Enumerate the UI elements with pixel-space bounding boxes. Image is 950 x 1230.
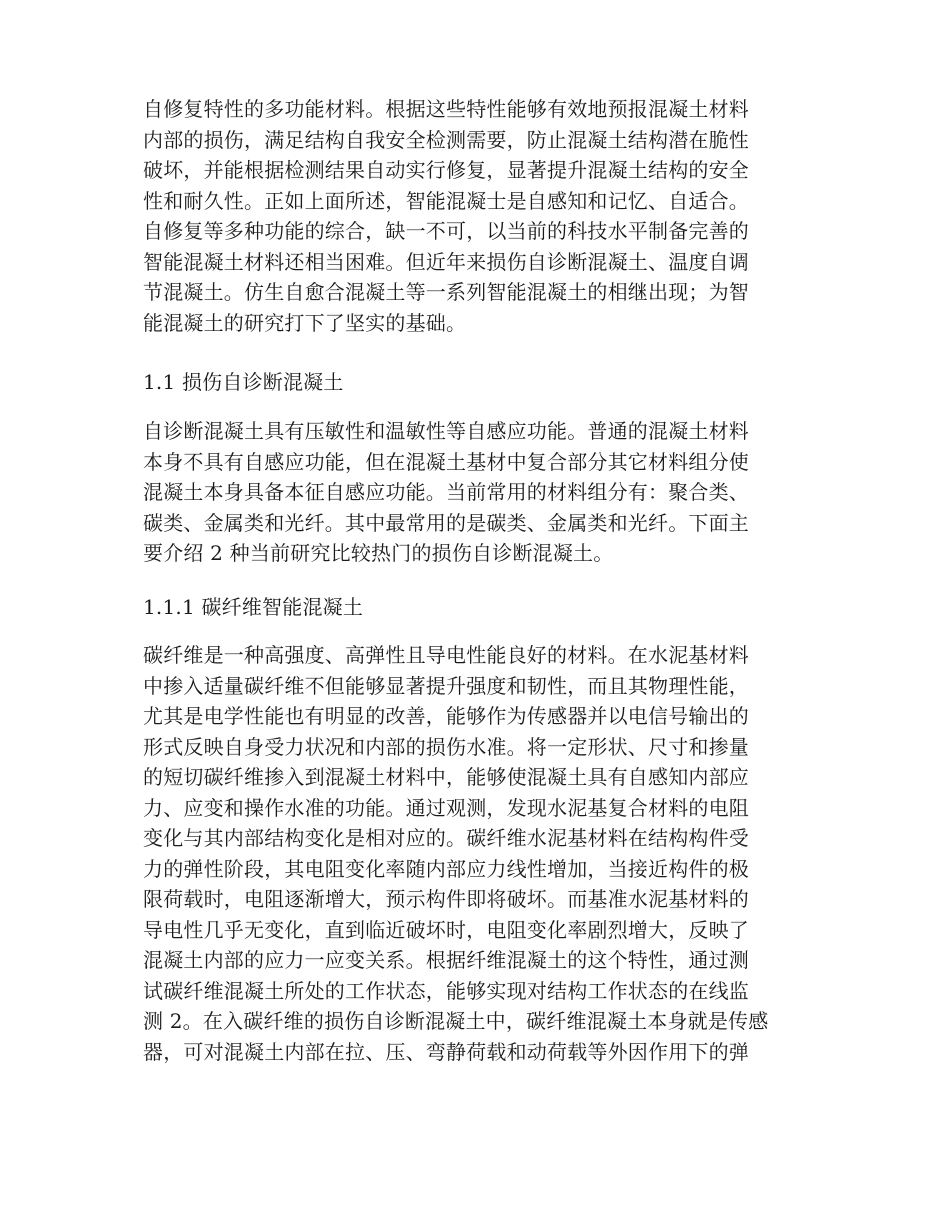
text-line: 器，可对混凝土内部在拉、压、弯静荷载和动荷载等外因作用下的弹 xyxy=(143,1039,749,1064)
text-line: 能混凝土的研究打下了坚实的基础。 xyxy=(143,310,467,335)
text-line: 自诊断混凝土具有压敏性和温敏性等自感应功能。普通的混凝土材料 xyxy=(143,419,749,443)
text-line: 要介绍 2 种当前研究比较热门的损伤自诊断混凝土。 xyxy=(143,541,614,565)
section-heading-1-1 xyxy=(143,367,813,398)
text-line: 本身不具有自感应功能，但在混凝土基材中复合部分其它材料组分使 xyxy=(143,449,749,474)
heading-text: 1.1 损伤自诊断混凝土 xyxy=(143,370,344,394)
text-line: 混凝土本身具备本征自感应功能。当前常用的材料组分有：聚合类、 xyxy=(143,480,749,504)
text-line: 混凝土内部的应力一应变关系。根据纤维混凝土的这个特性，通过测 xyxy=(143,948,749,972)
text-line: 破坏，并能根据检测结果自动实行修复，显著提升混凝土结构的安全 xyxy=(143,158,749,182)
intro-paragraph xyxy=(143,94,813,338)
section-1-1-paragraph xyxy=(143,416,813,569)
text-line: 性和耐久性。正如上面所述，智能混凝士是自感知和记忆、自适合。 xyxy=(143,188,749,213)
text-line: 内部的损伤，满足结构自我安全检测需要，防止混凝土结构潜在脆性 xyxy=(143,127,749,152)
text-line: 试碳纤维混凝土所处的工作状态，能够实现对结构工作状态的在线监 xyxy=(143,978,749,1003)
text-line: 节混凝土。仿生自愈合混凝土等一系列智能混凝土的相继出现；为智 xyxy=(143,280,749,304)
text-line: 碳类、金属类和光纤。其中最常用的是碳类、金属类和光纤。下面主 xyxy=(143,510,749,535)
heading-text: 1.1.1 碳纤维智能混凝土 xyxy=(143,595,364,619)
text-line: 智能混凝土材料还相当困难。但近年来损伤自诊断混凝土、温度自调 xyxy=(143,249,749,274)
text-line: 尤其是电学性能也有明显的改善，能够作为传感器并以电信号输出的 xyxy=(143,704,749,728)
text-line: 自修复等多种功能的综合，缺一不可，以当前的科技水平制备完善的 xyxy=(143,219,749,243)
text-line: 导电性几乎无变化，直到临近破坏时，电阻变化率剧烈增大，反映了 xyxy=(143,917,749,942)
text-line: 碳纤维是一种高强度、高弹性且导电性能良好的材料。在水泥基材料 xyxy=(143,643,749,667)
text-line: 自修复特性的多功能材料。根据这些特性能够有效地预报混凝土材料 xyxy=(143,97,749,121)
section-1-1-1-paragraph xyxy=(143,640,813,1067)
text-line: 中掺入适量碳纤维不但能够显著提升强度和韧性，而且其物理性能， xyxy=(143,673,749,698)
section-heading-1-1-1 xyxy=(143,592,813,623)
text-line: 限荷载时，电阻逐渐增大，预示构件即将破坏。而基准水泥基材料的 xyxy=(143,887,749,911)
text-line: 力、应变和操作水准的功能。通过观测，发现水泥基复合材料的电阻 xyxy=(143,795,749,820)
text-line: 的短切碳纤维掺入到混凝土材料中，能够使混凝土具有自感知内部应 xyxy=(143,765,749,789)
text-line: 测 2。在入碳纤维的损伤自诊断混凝土中，碳纤维混凝土本身就是传感 xyxy=(143,1009,769,1033)
text-line: 变化与其内部结构变化是相对应的。碳纤维水泥基材料在结构构件受 xyxy=(143,826,749,850)
text-line: 力的弹性阶段，其电阻变化率随内部应力线性增加，当接近构件的极 xyxy=(143,856,749,881)
text-line: 形式反映自身受力状况和内部的损伤水准。将一定形状、尺寸和掺量 xyxy=(143,734,749,759)
